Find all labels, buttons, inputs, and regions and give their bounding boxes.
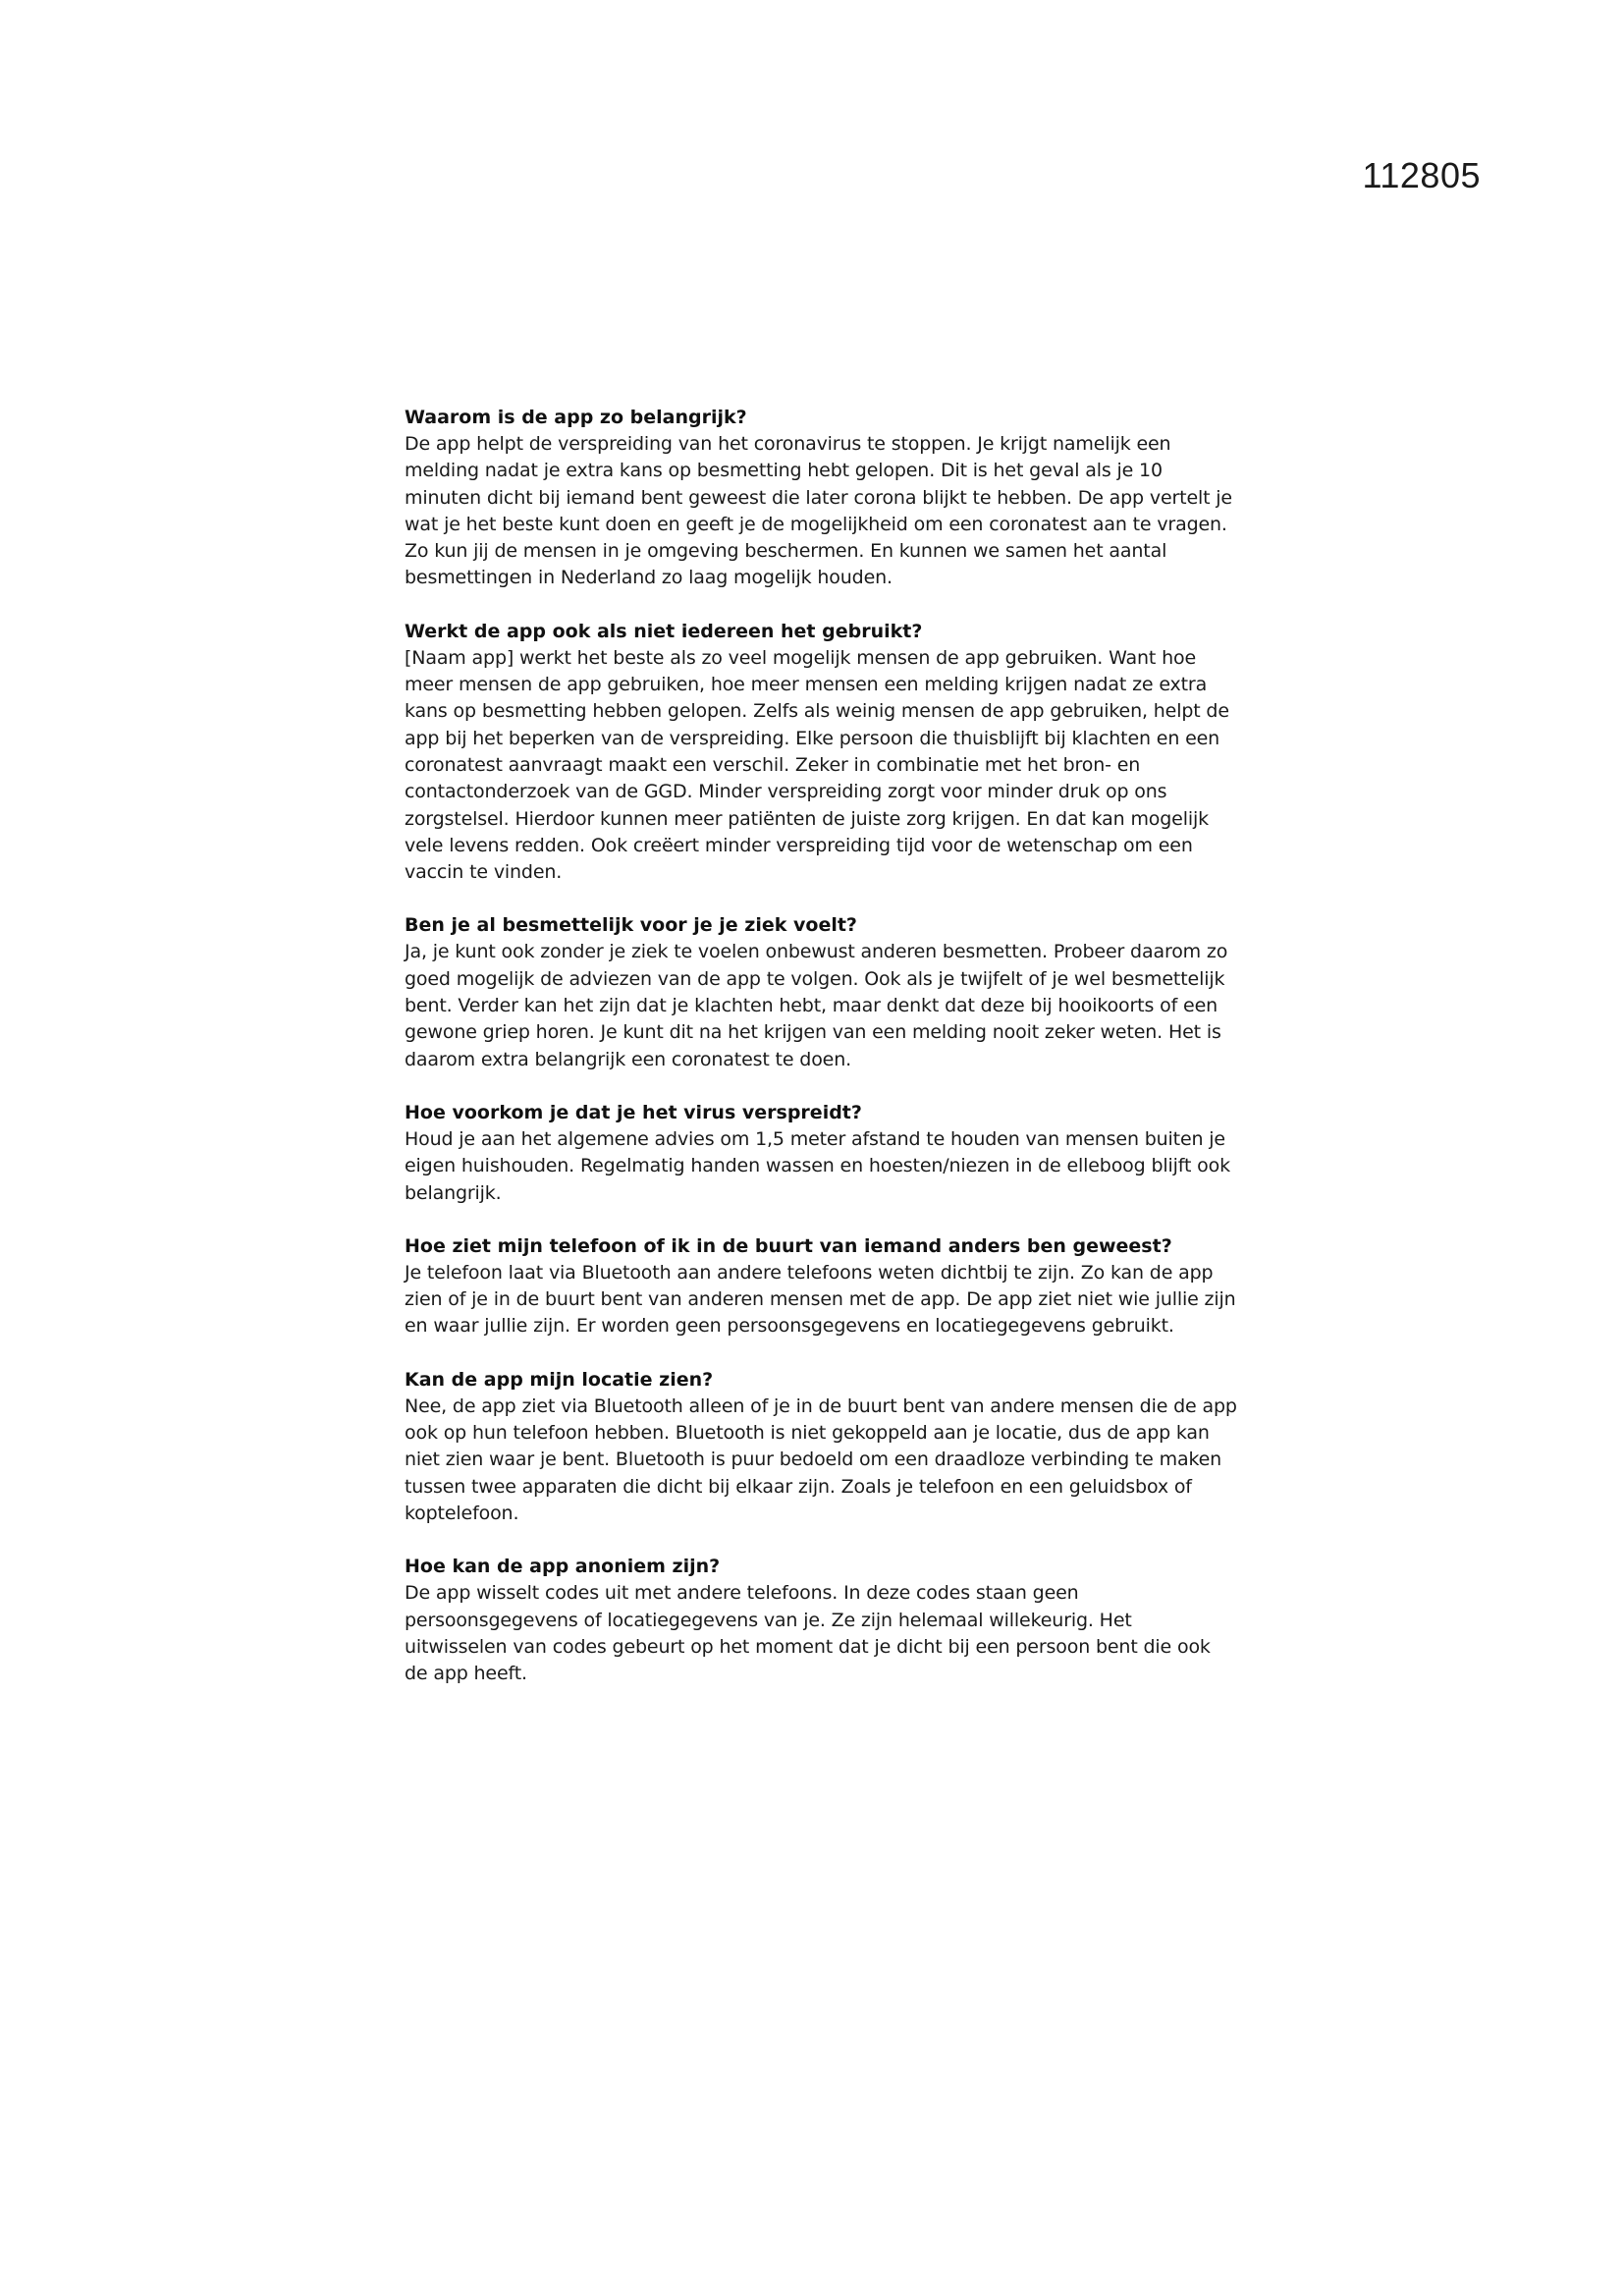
faq-heading: Hoe kan de app anoniem zijn?	[405, 1556, 721, 1578]
faq-answer: Houd je aan het algemene advies om 1,5 meter afstand te houden van mensen buiten je eigen huishouden. Regelmatig handen wassen en hoesten/niezen in de elleboog blijft ook belangrijk.	[405, 1127, 1230, 1204]
faq-section-contagious-before-sick	[405, 912, 1239, 1072]
faq-section-prevent-spreading	[405, 1100, 1239, 1207]
faq-answer: De app helpt de verspreiding van het coronavirus te stoppen. Je krijgt namelijk een melding nadat je extra kans op besmetting hebt gelopen. Dit is het geval als je 10 minuten dicht bij iemand bent geweest die later corona blijkt te hebben. De app vertelt je wat je het beste kunt doen en geeft je de mogelijkheid om een coronatest aan te vragen. Zo kun jij de mensen in je omgeving beschermen. En kunnen we samen het aantal besmettingen in Nederland zo laag mogelijk houden.	[405, 433, 1232, 589]
faq-section-not-everyone-uses	[405, 619, 1239, 887]
faq-heading: Hoe ziet mijn telefoon of ik in de buurt van iemand anders ben geweest?	[405, 1234, 1172, 1257]
faq-heading: Werkt de app ook als niet iedereen het gebruikt?	[405, 620, 923, 642]
faq-section-phone-proximity	[405, 1233, 1239, 1340]
faq-section-anonymous	[405, 1554, 1239, 1687]
faq-answer: De app wisselt codes uit met andere telefoons. In deze codes staan geen persoonsgegevens of locatiegegevens van je. Ze zijn helemaal willekeurig. Het uitwisselen van codes gebeurt op het moment dat je dicht bij een persoon bent die ook de app heeft.	[405, 1582, 1211, 1685]
faq-answer: Ja, je kunt ook zonder je ziek te voelen onbewust anderen besmetten. Probeer daarom zo goed mogelijk de adviezen van de app te volgen. Ook als je twijfelt of je wel besmettelijk bent. Verder kan het zijn dat je klachten hebt, maar denkt dat deze bij hooikoorts of een gewone griep horen. Je kunt dit na het krijgen van een melding nooit zeker weten. Het is daarom extra belangrijk een coronatest te doen.	[405, 941, 1228, 1070]
faq-heading: Ben je al besmettelijk voor je je ziek voelt?	[405, 914, 857, 937]
faq-answer: [Naam app] werkt het beste als zo veel mogelijk mensen de app gebruiken. Want hoe meer mensen de app gebruiken, hoe meer mensen een melding krijgen nadat ze extra kans op besmetting hebben gelopen. Zelfs als weinig mensen de app gebruiken, helpt de app bij het beperken van de verspreiding. Elke persoon die thuisblijft bij klachten en een coronatest aanvraagt maakt een verschil. Zeker in combinatie met het bron- en contactonderzoek van de GGD. Minder verspreiding zorgt voor minder druk op ons zorgstelsel. Hierdoor kunnen meer patiënten de juiste zorg krijgen. En dat kan mogelijk vele levens redden. Ook creëert minder verspreiding tijd voor de wetenschap om een vaccin te vinden.	[405, 646, 1229, 884]
faq-section-why-important	[405, 405, 1239, 592]
faq-heading: Kan de app mijn locatie zien?	[405, 1368, 714, 1391]
faq-heading: Waarom is de app zo belangrijk?	[405, 407, 747, 428]
faq-content	[405, 405, 1239, 1714]
faq-answer: Nee, de app ziet via Bluetooth alleen of je in de buurt bent van andere mensen die de app ook op hun telefoon hebben. Bluetooth is niet gekoppeld aan je locatie, dus de app kan niet zien waar je bent. Bluetooth is puur bedoeld om een draadloze verbinding te maken tussen twee apparaten die dicht bij elkaar zijn. Zoals je telefoon en een geluidsbox of koptelefoon.	[405, 1394, 1237, 1524]
faq-section-location	[405, 1367, 1239, 1527]
document-number: 112805	[1362, 155, 1481, 195]
faq-heading: Hoe voorkom je dat je het virus verspreidt?	[405, 1101, 862, 1123]
faq-answer: Je telefoon laat via Bluetooth aan andere telefoons weten dichtbij te zijn. Zo kan de app zien of je in de buurt bent van anderen mensen met de app. De app ziet niet wie jullie zijn en waar jullie zijn. Er worden geen persoonsgegevens en locatiegegevens gebruikt.	[405, 1261, 1236, 1338]
